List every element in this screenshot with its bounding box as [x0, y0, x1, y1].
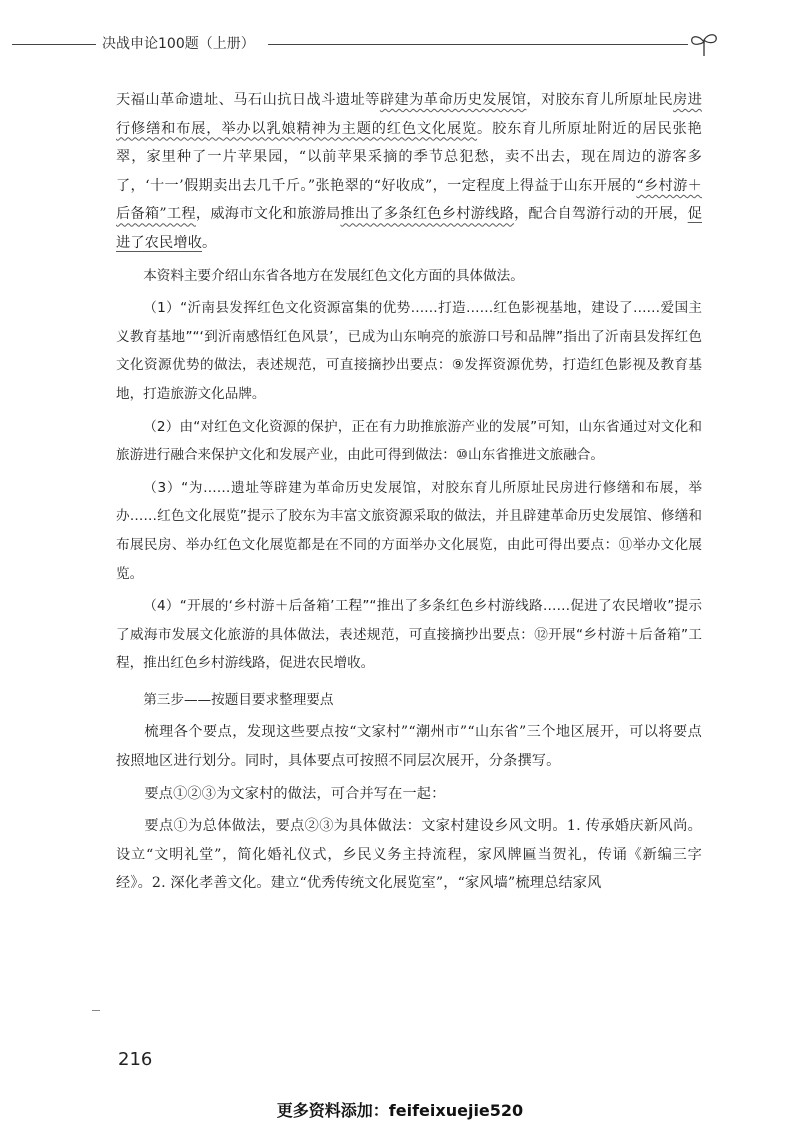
sprout-icon: [684, 30, 724, 58]
text-span: ，对胶东育儿所原址民: [526, 92, 673, 108]
analysis-point-3: （3）“为……遗址等辟建为革命历史发展馆，对胶东育儿所原址民房进行修缮和布展，举办……红色文化展览”提示了胶东为丰富文旅资源采取的做法，并且辟建革命历史发展馆、修缮和布展民房、举办红色文化展览都是在不同的方面举办文化展览，由此可得出要点：⑪举办文化展览。: [116, 479, 702, 582]
header-rule-left: [12, 44, 96, 45]
text-span: 。: [202, 234, 217, 251]
wavy-underlined-phrase: 辟建为革命历史发展馆: [379, 92, 527, 108]
wavy-underlined-phrase: 房进行修缮和布展，: [116, 92, 702, 137]
running-header: [0, 30, 800, 60]
header-title: 决战申论100题（上册）: [102, 36, 255, 52]
wavy-underlined-phrase: 推出了多条红色乡村游线路: [340, 206, 515, 223]
footer-note: 更多资料添加：feifeixuejie520: [276, 1101, 524, 1120]
analysis-point-4: （4）“开展的‘乡村游＋后备箱’工程”“推出了多条红色乡村游线路……促进了农民增收”提示了威海市发展文化旅游的具体做法，表述规范，可直接摘抄出要点：⑫开展“乡村游＋后备箱”工程，推出红色乡村游线路，促进农民增收。: [116, 598, 702, 672]
text-span: 。胶东育儿所原址附近的居民张艳翠，家里种了一片苹果园，“以前苹果采摘的季节总犯愁，卖不出去，现在周边的游客多了，‘十一’假期卖出去几千斤。”张艳翠的“好收成”，一定程度上得益于山东开展的: [116, 120, 702, 194]
page-number: 216: [118, 1049, 153, 1070]
text-span: ，威海市文化和旅游局: [195, 206, 341, 223]
wavy-underlined-phrase: 举办以乳娘精神为主题的红色文化展览: [221, 120, 478, 137]
analysis-intro: 本资料主要介绍山东省各地方在发展红色文化方面的具体做法。: [143, 267, 524, 284]
text-span: ，配合自驾游行动的开展，: [514, 206, 688, 223]
answer-paragraph: 要点①为总体做法，要点②③为具体做法：文家村建设乡风文明。1. 传承婚庆新风尚。设立“文明礼堂”，简化婚礼仪式，乡民义务主持流程，家风牌匾当贺礼，传诵《新编三字经》。2. 深化孝善文化。建立“优秀传统文化展览室”，“家风墙”梳理总结家风: [116, 818, 702, 892]
organize-paragraph: 梳理各个要点，发现这些要点按“文家村”“潮州市”“山东省”三个地区展开，可以将要点按照地区进行划分。同时，具体要点可按照不同层次展开，分条撰写。: [116, 724, 702, 770]
analysis-point-1: （1）“沂南县发挥红色文化资源富集的优势……打造……红色影视基地，建设了……爱国主义教育基地”“‘到沂南感悟红色风景’，已成为山东响亮的旅游口号和品牌”指出了沂南县发挥红色文化资源优势的做法，表述规范，可直接摘抄出要点：⑨发挥资源优势，打造红色影视及教育基地，打造旅游文化品牌。: [116, 300, 702, 402]
underlined-phrase: 促进了农民增收: [116, 206, 702, 251]
merge-note: 要点①②③为文家村的做法，可合并写在一起：: [144, 785, 446, 802]
header-rule-right: [268, 44, 688, 45]
paragraph-scan-continuation: [116, 86, 702, 258]
text-span: 天福山革命遗址、马石山抗日战斗遗址等: [116, 92, 380, 108]
analysis-point-2: （2）由“对红色文化资源的保护，正在有力助推旅游产业的发展”可知，山东省通过对文化和旅游进行融合来保护文化和发展产业，由此可得到做法：⑩山东省推进文旅融合。: [116, 418, 702, 464]
margin-mark: [92, 1010, 100, 1011]
wavy-underlined-phrase: “乡村游＋后备箱”工程: [116, 177, 702, 223]
page-body: [116, 86, 702, 902]
step-heading: 第三步——按题目要求整理要点: [143, 691, 334, 708]
